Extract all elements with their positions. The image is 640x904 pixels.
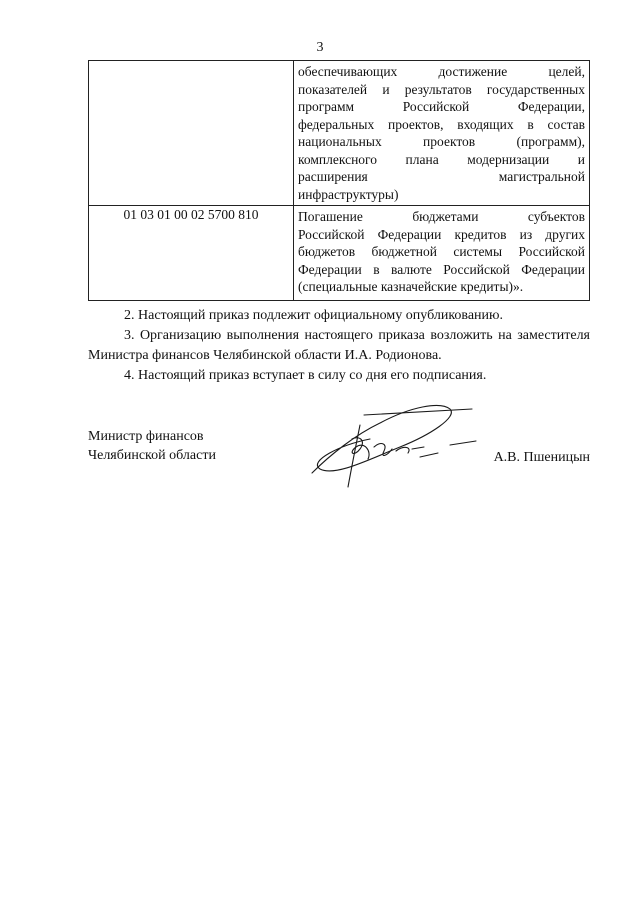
description-line: расширения магистральной bbox=[298, 169, 585, 184]
signatory-title-line: Челябинской области bbox=[88, 448, 216, 463]
order-paragraphs bbox=[88, 306, 590, 386]
budget-classification-table bbox=[88, 60, 590, 301]
table-cell-code bbox=[89, 61, 294, 206]
description-line: федеральных проектов, входящих в состав bbox=[298, 116, 585, 132]
paragraph-effective-date: 4. Настоящий приказ вступает в силу со дня его подписания. bbox=[124, 368, 487, 383]
handwritten-signature bbox=[300, 395, 480, 500]
description-line: программ Российской Федерации, bbox=[298, 99, 585, 114]
description-line: комплексного плана модернизации и bbox=[298, 151, 585, 167]
table-cell-description bbox=[294, 206, 590, 301]
table-row bbox=[89, 61, 590, 206]
table-cell-code: 01 03 01 00 02 5700 810 bbox=[89, 206, 294, 301]
paragraph-publication: 2. Настоящий приказ подлежит официальному опубликованию. bbox=[124, 308, 503, 323]
page-number: 3 bbox=[316, 40, 324, 55]
description-line: национальных проектов (программ), bbox=[298, 134, 585, 149]
description-line: бюджетов бюджетной системы Российской bbox=[298, 244, 585, 259]
table-row bbox=[89, 206, 590, 301]
description-line: обеспечивающих достижение целей, bbox=[298, 64, 585, 79]
description-line: инфраструктуры) bbox=[298, 186, 399, 202]
table-cell-description bbox=[294, 61, 590, 206]
description-line: (специальные казначейские кредиты)». bbox=[298, 279, 524, 294]
signatory-title-line: Министр финансов bbox=[88, 429, 204, 444]
description-line: Погашение бюджетами субъектов bbox=[298, 209, 585, 224]
description-line: Федерации в валюте Российской Федерации bbox=[298, 261, 585, 277]
signatory-name: А.В. Пшеницын bbox=[493, 450, 590, 465]
description-line: показателей и результатов государственных bbox=[298, 81, 585, 97]
signatory-title bbox=[88, 427, 216, 465]
paragraph-responsibility: 3. Организацию выполнения настоящего приказа возложить на заместителя Министра финансов Челябинской области И.А. Родионова. bbox=[88, 328, 590, 363]
description-line: Российской Федерации кредитов из других bbox=[298, 226, 585, 242]
